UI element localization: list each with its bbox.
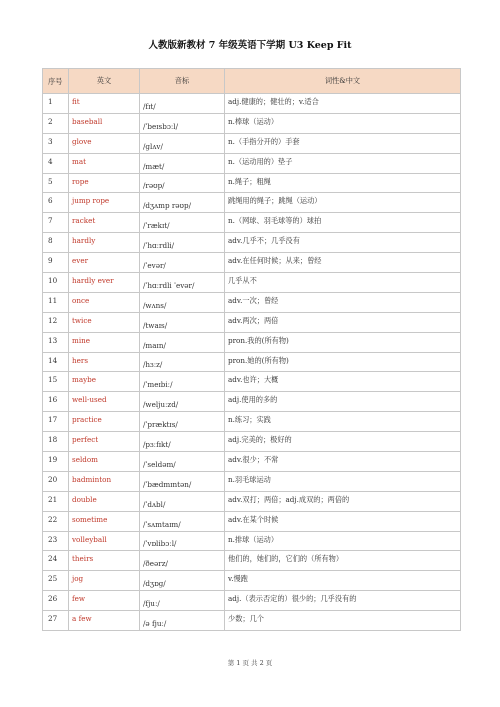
table-row bbox=[43, 471, 461, 491]
row-meaning: n.（网球、羽毛球等的）球拍 bbox=[225, 213, 461, 233]
table-row bbox=[43, 352, 461, 372]
table-row bbox=[43, 253, 461, 273]
table-row bbox=[43, 332, 461, 352]
row-word: jump rope bbox=[69, 193, 140, 213]
row-meaning: 少数；几个 bbox=[225, 611, 461, 631]
row-meaning: 跳绳用的绳子；跳绳（运动） bbox=[225, 193, 461, 213]
row-phonetic: /pɜːfɪkt/ bbox=[140, 432, 225, 452]
row-word: few bbox=[69, 591, 140, 611]
row-meaning: n.（运动用的）垫子 bbox=[225, 153, 461, 173]
table-row bbox=[43, 233, 461, 253]
row-number: 21 bbox=[43, 491, 69, 511]
row-number: 17 bbox=[43, 412, 69, 432]
row-meaning: n.绳子；粗绳 bbox=[225, 173, 461, 193]
row-phonetic: /ðeərz/ bbox=[140, 551, 225, 571]
row-meaning: adv.几乎不；几乎没有 bbox=[225, 233, 461, 253]
row-number: 1 bbox=[43, 94, 69, 114]
row-word: hardly ever bbox=[69, 273, 140, 293]
row-phonetic: /ˈevər/ bbox=[140, 253, 225, 273]
row-meaning: n.（手指分开的）手套 bbox=[225, 133, 461, 153]
table-row bbox=[43, 452, 461, 472]
row-number: 26 bbox=[43, 591, 69, 611]
table-row bbox=[43, 133, 461, 153]
row-word: racket bbox=[69, 213, 140, 233]
row-phonetic: /ˈhɑːrdli ˈevər/ bbox=[140, 273, 225, 293]
row-number: 15 bbox=[43, 372, 69, 392]
row-meaning: adv.在任何时候；从来；曾经 bbox=[225, 253, 461, 273]
row-phonetic: /ɡlʌv/ bbox=[140, 133, 225, 153]
table-row bbox=[43, 611, 461, 631]
row-word: badminton bbox=[69, 471, 140, 491]
row-phonetic: /ˈbædmɪntən/ bbox=[140, 471, 225, 491]
row-phonetic: /ˈmeɪbiː/ bbox=[140, 372, 225, 392]
row-word: once bbox=[69, 292, 140, 312]
row-word: practice bbox=[69, 412, 140, 432]
row-phonetic: /fjuː/ bbox=[140, 591, 225, 611]
header-phonetic: 音标 bbox=[140, 69, 225, 94]
row-meaning: v.慢跑 bbox=[225, 571, 461, 591]
row-meaning: adv.在某个时候 bbox=[225, 511, 461, 531]
row-number: 4 bbox=[43, 153, 69, 173]
row-meaning: 几乎从不 bbox=[225, 273, 461, 293]
row-phonetic: /ˈbeɪsbɔːl/ bbox=[140, 113, 225, 133]
table-row bbox=[43, 412, 461, 432]
row-meaning: pron.她的(所有物) bbox=[225, 352, 461, 372]
row-phonetic: /ˈsʌmtaɪm/ bbox=[140, 511, 225, 531]
row-phonetic: /ˈvɒlibɔːl/ bbox=[140, 531, 225, 551]
row-word: hers bbox=[69, 352, 140, 372]
row-phonetic: /ˈpræktɪs/ bbox=[140, 412, 225, 432]
table-row bbox=[43, 432, 461, 452]
table-row bbox=[43, 392, 461, 412]
row-number: 27 bbox=[43, 611, 69, 631]
row-number: 25 bbox=[43, 571, 69, 591]
row-word: ever bbox=[69, 253, 140, 273]
row-word: hardly bbox=[69, 233, 140, 253]
row-number: 10 bbox=[43, 273, 69, 293]
table-row bbox=[43, 273, 461, 293]
table-row bbox=[43, 153, 461, 173]
header-meaning: 词性&中文 bbox=[225, 69, 461, 94]
row-number: 2 bbox=[43, 113, 69, 133]
table-row bbox=[43, 213, 461, 233]
row-meaning: n.练习；实践 bbox=[225, 412, 461, 432]
row-meaning: adv.两次；两倍 bbox=[225, 312, 461, 332]
row-number: 24 bbox=[43, 551, 69, 571]
row-number: 20 bbox=[43, 471, 69, 491]
row-meaning: adv.双打；两倍；adj.成双的；两倍的 bbox=[225, 491, 461, 511]
row-meaning: adj.使用的多的 bbox=[225, 392, 461, 412]
row-number: 7 bbox=[43, 213, 69, 233]
row-meaning: 他们的，她们的，它们的（所有物） bbox=[225, 551, 461, 571]
row-phonetic: /mæt/ bbox=[140, 153, 225, 173]
row-phonetic: /wʌns/ bbox=[140, 292, 225, 312]
row-word: jog bbox=[69, 571, 140, 591]
row-meaning: adj.健康的；健壮的；v.适合 bbox=[225, 94, 461, 114]
row-word: baseball bbox=[69, 113, 140, 133]
table-row bbox=[43, 173, 461, 193]
row-meaning: adv.很少；不常 bbox=[225, 452, 461, 472]
row-word: glove bbox=[69, 133, 140, 153]
row-phonetic: /ˈseldəm/ bbox=[140, 452, 225, 472]
row-number: 18 bbox=[43, 432, 69, 452]
row-number: 6 bbox=[43, 193, 69, 213]
row-phonetic: /fɪt/ bbox=[140, 94, 225, 114]
row-word: mine bbox=[69, 332, 140, 352]
row-phonetic: /ˈdʌbl/ bbox=[140, 491, 225, 511]
row-meaning: n.棒球（运动） bbox=[225, 113, 461, 133]
row-meaning: adv.也许；大概 bbox=[225, 372, 461, 392]
row-word: rope bbox=[69, 173, 140, 193]
row-number: 5 bbox=[43, 173, 69, 193]
row-word: double bbox=[69, 491, 140, 511]
table-row bbox=[43, 491, 461, 511]
row-meaning: n.羽毛球运动 bbox=[225, 471, 461, 491]
row-word: theirs bbox=[69, 551, 140, 571]
table-row bbox=[43, 312, 461, 332]
table-row bbox=[43, 511, 461, 531]
page-title: 人教版新教材 7 年级英语下学期 U3 Keep Fit bbox=[148, 40, 352, 51]
table-header-row bbox=[43, 69, 461, 94]
row-meaning: adj.（表示否定的）很少的；几乎没有的 bbox=[225, 591, 461, 611]
row-phonetic: /ˈhɑːrdli/ bbox=[140, 233, 225, 253]
row-number: 8 bbox=[43, 233, 69, 253]
vocabulary-table bbox=[42, 68, 461, 631]
table-row bbox=[43, 531, 461, 551]
header-num: 序号 bbox=[43, 69, 69, 94]
table-row bbox=[43, 591, 461, 611]
table-row bbox=[43, 94, 461, 114]
row-word: seldom bbox=[69, 452, 140, 472]
row-word: maybe bbox=[69, 372, 140, 392]
row-meaning: adj.完美的；极好的 bbox=[225, 432, 461, 452]
row-phonetic: /weljuːzd/ bbox=[140, 392, 225, 412]
row-phonetic: /dʒʌmp rəʊp/ bbox=[140, 193, 225, 213]
row-word: sometime bbox=[69, 511, 140, 531]
row-phonetic: /rəʊp/ bbox=[140, 173, 225, 193]
row-word: twice bbox=[69, 312, 140, 332]
row-number: 16 bbox=[43, 392, 69, 412]
row-word: mat bbox=[69, 153, 140, 173]
row-number: 11 bbox=[43, 292, 69, 312]
table-body bbox=[43, 94, 461, 631]
row-word: fit bbox=[69, 94, 140, 114]
row-number: 23 bbox=[43, 531, 69, 551]
row-phonetic: /maɪn/ bbox=[140, 332, 225, 352]
table-row bbox=[43, 372, 461, 392]
row-meaning: pron.我的(所有物) bbox=[225, 332, 461, 352]
table-row bbox=[43, 292, 461, 312]
row-number: 19 bbox=[43, 452, 69, 472]
row-phonetic: /ˈrækɪt/ bbox=[140, 213, 225, 233]
row-word: a few bbox=[69, 611, 140, 631]
row-word: perfect bbox=[69, 432, 140, 452]
table-row bbox=[43, 113, 461, 133]
row-phonetic: /twaɪs/ bbox=[140, 312, 225, 332]
table-row bbox=[43, 551, 461, 571]
row-number: 14 bbox=[43, 352, 69, 372]
header-word: 英文 bbox=[69, 69, 140, 94]
row-phonetic: /dʒɒɡ/ bbox=[140, 571, 225, 591]
row-phonetic: /ə fjuː/ bbox=[140, 611, 225, 631]
row-phonetic: /hɜːz/ bbox=[140, 352, 225, 372]
page-footer: 第 1 页 共 2 页 bbox=[227, 659, 273, 667]
table-row bbox=[43, 193, 461, 213]
row-number: 3 bbox=[43, 133, 69, 153]
row-number: 9 bbox=[43, 253, 69, 273]
row-word: volleyball bbox=[69, 531, 140, 551]
row-number: 12 bbox=[43, 312, 69, 332]
table-row bbox=[43, 571, 461, 591]
row-number: 13 bbox=[43, 332, 69, 352]
row-meaning: adv.一次；曾经 bbox=[225, 292, 461, 312]
row-number: 22 bbox=[43, 511, 69, 531]
row-word: well-used bbox=[69, 392, 140, 412]
row-meaning: n.排球（运动） bbox=[225, 531, 461, 551]
